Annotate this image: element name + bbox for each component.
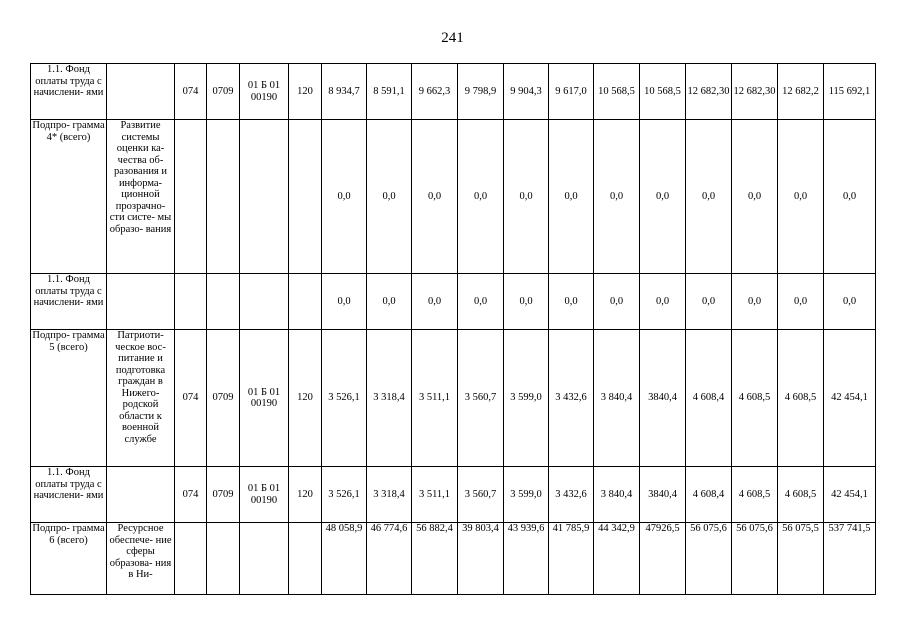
year-value-cell: 0,0 — [412, 274, 458, 330]
year-value-cell: 3 318,4 — [367, 330, 412, 467]
row-name-cell: 1.1. Фонд оплаты труда с начислени- ями — [31, 274, 107, 330]
year-value-cell: 0,0 — [640, 274, 686, 330]
row-name-cell: Подпро- грамма 6 (всего) — [31, 523, 107, 595]
row-description-cell: Патриоти- ческое вос- питание и подготовка граждан в Нижего- родской области к военной службе — [107, 330, 175, 467]
year-value-cell: 0,0 — [367, 120, 412, 274]
year-value-cell: 0,0 — [778, 274, 824, 330]
year-value-cell: 12 682,30 — [686, 64, 732, 120]
grbs-code-cell: 074 — [175, 330, 207, 467]
target-article-cell: 01 Б 01 00190 — [240, 64, 289, 120]
year-value-cell: 0,0 — [594, 120, 640, 274]
year-value-cell: 4 608,5 — [778, 467, 824, 523]
expense-type-cell — [289, 523, 322, 595]
year-value-cell: 0,0 — [322, 120, 367, 274]
year-value-cell: 8 591,1 — [367, 64, 412, 120]
target-article-cell: 01 Б 01 00190 — [240, 467, 289, 523]
expense-type-cell — [289, 274, 322, 330]
year-value-cell: 46 774,6 — [367, 523, 412, 595]
year-value-cell: 4 608,4 — [686, 467, 732, 523]
year-value-cell: 0,0 — [367, 274, 412, 330]
year-value-cell: 0,0 — [504, 120, 549, 274]
year-value-cell: 10 568,5 — [640, 64, 686, 120]
year-value-cell: 0,0 — [686, 120, 732, 274]
year-value-cell: 4 608,5 — [732, 330, 778, 467]
year-value-cell: 0,0 — [732, 274, 778, 330]
table-row — [31, 330, 876, 467]
year-value-cell: 9 904,3 — [504, 64, 549, 120]
year-value-cell: 0,0 — [549, 120, 594, 274]
year-value-cell: 47926,5 — [640, 523, 686, 595]
table-row — [31, 523, 876, 595]
row-name-cell: Подпро- грамма 5 (всего) — [31, 330, 107, 467]
expense-type-cell: 120 — [289, 64, 322, 120]
year-value-cell: 3 511,1 — [412, 330, 458, 467]
total-value-cell: 0,0 — [824, 120, 876, 274]
year-value-cell: 0,0 — [686, 274, 732, 330]
year-value-cell: 0,0 — [412, 120, 458, 274]
section-code-cell: 0709 — [207, 64, 240, 120]
year-value-cell: 3 840,4 — [594, 467, 640, 523]
year-value-cell: 0,0 — [594, 274, 640, 330]
year-value-cell: 3 840,4 — [594, 330, 640, 467]
year-value-cell: 0,0 — [458, 274, 504, 330]
table-row — [31, 120, 876, 274]
year-value-cell: 3840,4 — [640, 467, 686, 523]
year-value-cell: 0,0 — [322, 274, 367, 330]
total-value-cell: 42 454,1 — [824, 330, 876, 467]
year-value-cell: 10 568,5 — [594, 64, 640, 120]
year-value-cell: 56 882,4 — [412, 523, 458, 595]
section-code-cell — [207, 274, 240, 330]
target-article-cell: 01 Б 01 00190 — [240, 330, 289, 467]
year-value-cell: 0,0 — [778, 120, 824, 274]
year-value-cell: 3 526,1 — [322, 330, 367, 467]
total-value-cell: 42 454,1 — [824, 467, 876, 523]
budget-table — [30, 63, 876, 595]
section-code-cell — [207, 120, 240, 274]
year-value-cell: 3 560,7 — [458, 467, 504, 523]
grbs-code-cell: 074 — [175, 467, 207, 523]
section-code-cell — [207, 523, 240, 595]
year-value-cell: 9 617,0 — [549, 64, 594, 120]
row-description-cell: Развитие системы оценки ка- чества об- разования и информа- ционной прозрачно- сти систе- мы образо- вания — [107, 120, 175, 274]
year-value-cell: 0,0 — [732, 120, 778, 274]
table-row — [31, 64, 876, 120]
year-value-cell: 3 432,6 — [549, 330, 594, 467]
total-value-cell: 0,0 — [824, 274, 876, 330]
grbs-code-cell — [175, 274, 207, 330]
year-value-cell: 56 075,5 — [778, 523, 824, 595]
year-value-cell: 0,0 — [458, 120, 504, 274]
year-value-cell: 3 599,0 — [504, 330, 549, 467]
row-name-cell: 1.1. Фонд оплаты труда с начислени- ями — [31, 64, 107, 120]
year-value-cell: 9 798,9 — [458, 64, 504, 120]
year-value-cell: 44 342,9 — [594, 523, 640, 595]
total-value-cell: 537 741,5 — [824, 523, 876, 595]
table-body — [31, 64, 876, 595]
target-article-cell — [240, 120, 289, 274]
section-code-cell: 0709 — [207, 330, 240, 467]
year-value-cell: 12 682,2 — [778, 64, 824, 120]
total-value-cell: 115 692,1 — [824, 64, 876, 120]
grbs-code-cell: 074 — [175, 64, 207, 120]
grbs-code-cell — [175, 120, 207, 274]
year-value-cell: 12 682,30 — [732, 64, 778, 120]
year-value-cell: 41 785,9 — [549, 523, 594, 595]
year-value-cell: 43 939,6 — [504, 523, 549, 595]
year-value-cell: 9 662,3 — [412, 64, 458, 120]
year-value-cell: 3 599,0 — [504, 467, 549, 523]
expense-type-cell: 120 — [289, 330, 322, 467]
table-row — [31, 274, 876, 330]
expense-type-cell — [289, 120, 322, 274]
year-value-cell: 56 075,6 — [732, 523, 778, 595]
target-article-cell — [240, 523, 289, 595]
row-name-cell: 1.1. Фонд оплаты труда с начислени- ями — [31, 467, 107, 523]
year-value-cell: 3840,4 — [640, 330, 686, 467]
year-value-cell: 4 608,5 — [778, 330, 824, 467]
row-description-cell — [107, 64, 175, 120]
year-value-cell: 39 803,4 — [458, 523, 504, 595]
year-value-cell: 3 526,1 — [322, 467, 367, 523]
year-value-cell: 4 608,4 — [686, 330, 732, 467]
year-value-cell: 0,0 — [640, 120, 686, 274]
year-value-cell: 3 560,7 — [458, 330, 504, 467]
row-name-cell: Подпро- грамма 4* (всего) — [31, 120, 107, 274]
page-number: 241 — [441, 30, 464, 46]
expense-type-cell: 120 — [289, 467, 322, 523]
year-value-cell: 8 934,7 — [322, 64, 367, 120]
year-value-cell: 3 511,1 — [412, 467, 458, 523]
year-value-cell: 0,0 — [504, 274, 549, 330]
row-description-cell — [107, 467, 175, 523]
year-value-cell: 0,0 — [549, 274, 594, 330]
year-value-cell: 48 058,9 — [322, 523, 367, 595]
grbs-code-cell — [175, 523, 207, 595]
target-article-cell — [240, 274, 289, 330]
section-code-cell: 0709 — [207, 467, 240, 523]
row-description-cell — [107, 274, 175, 330]
row-description-cell: Ресурсное обеспече- ние сферы образова- ния в Ни- — [107, 523, 175, 595]
table-row — [31, 467, 876, 523]
year-value-cell: 4 608,5 — [732, 467, 778, 523]
year-value-cell: 3 318,4 — [367, 467, 412, 523]
year-value-cell: 3 432,6 — [549, 467, 594, 523]
year-value-cell: 56 075,6 — [686, 523, 732, 595]
